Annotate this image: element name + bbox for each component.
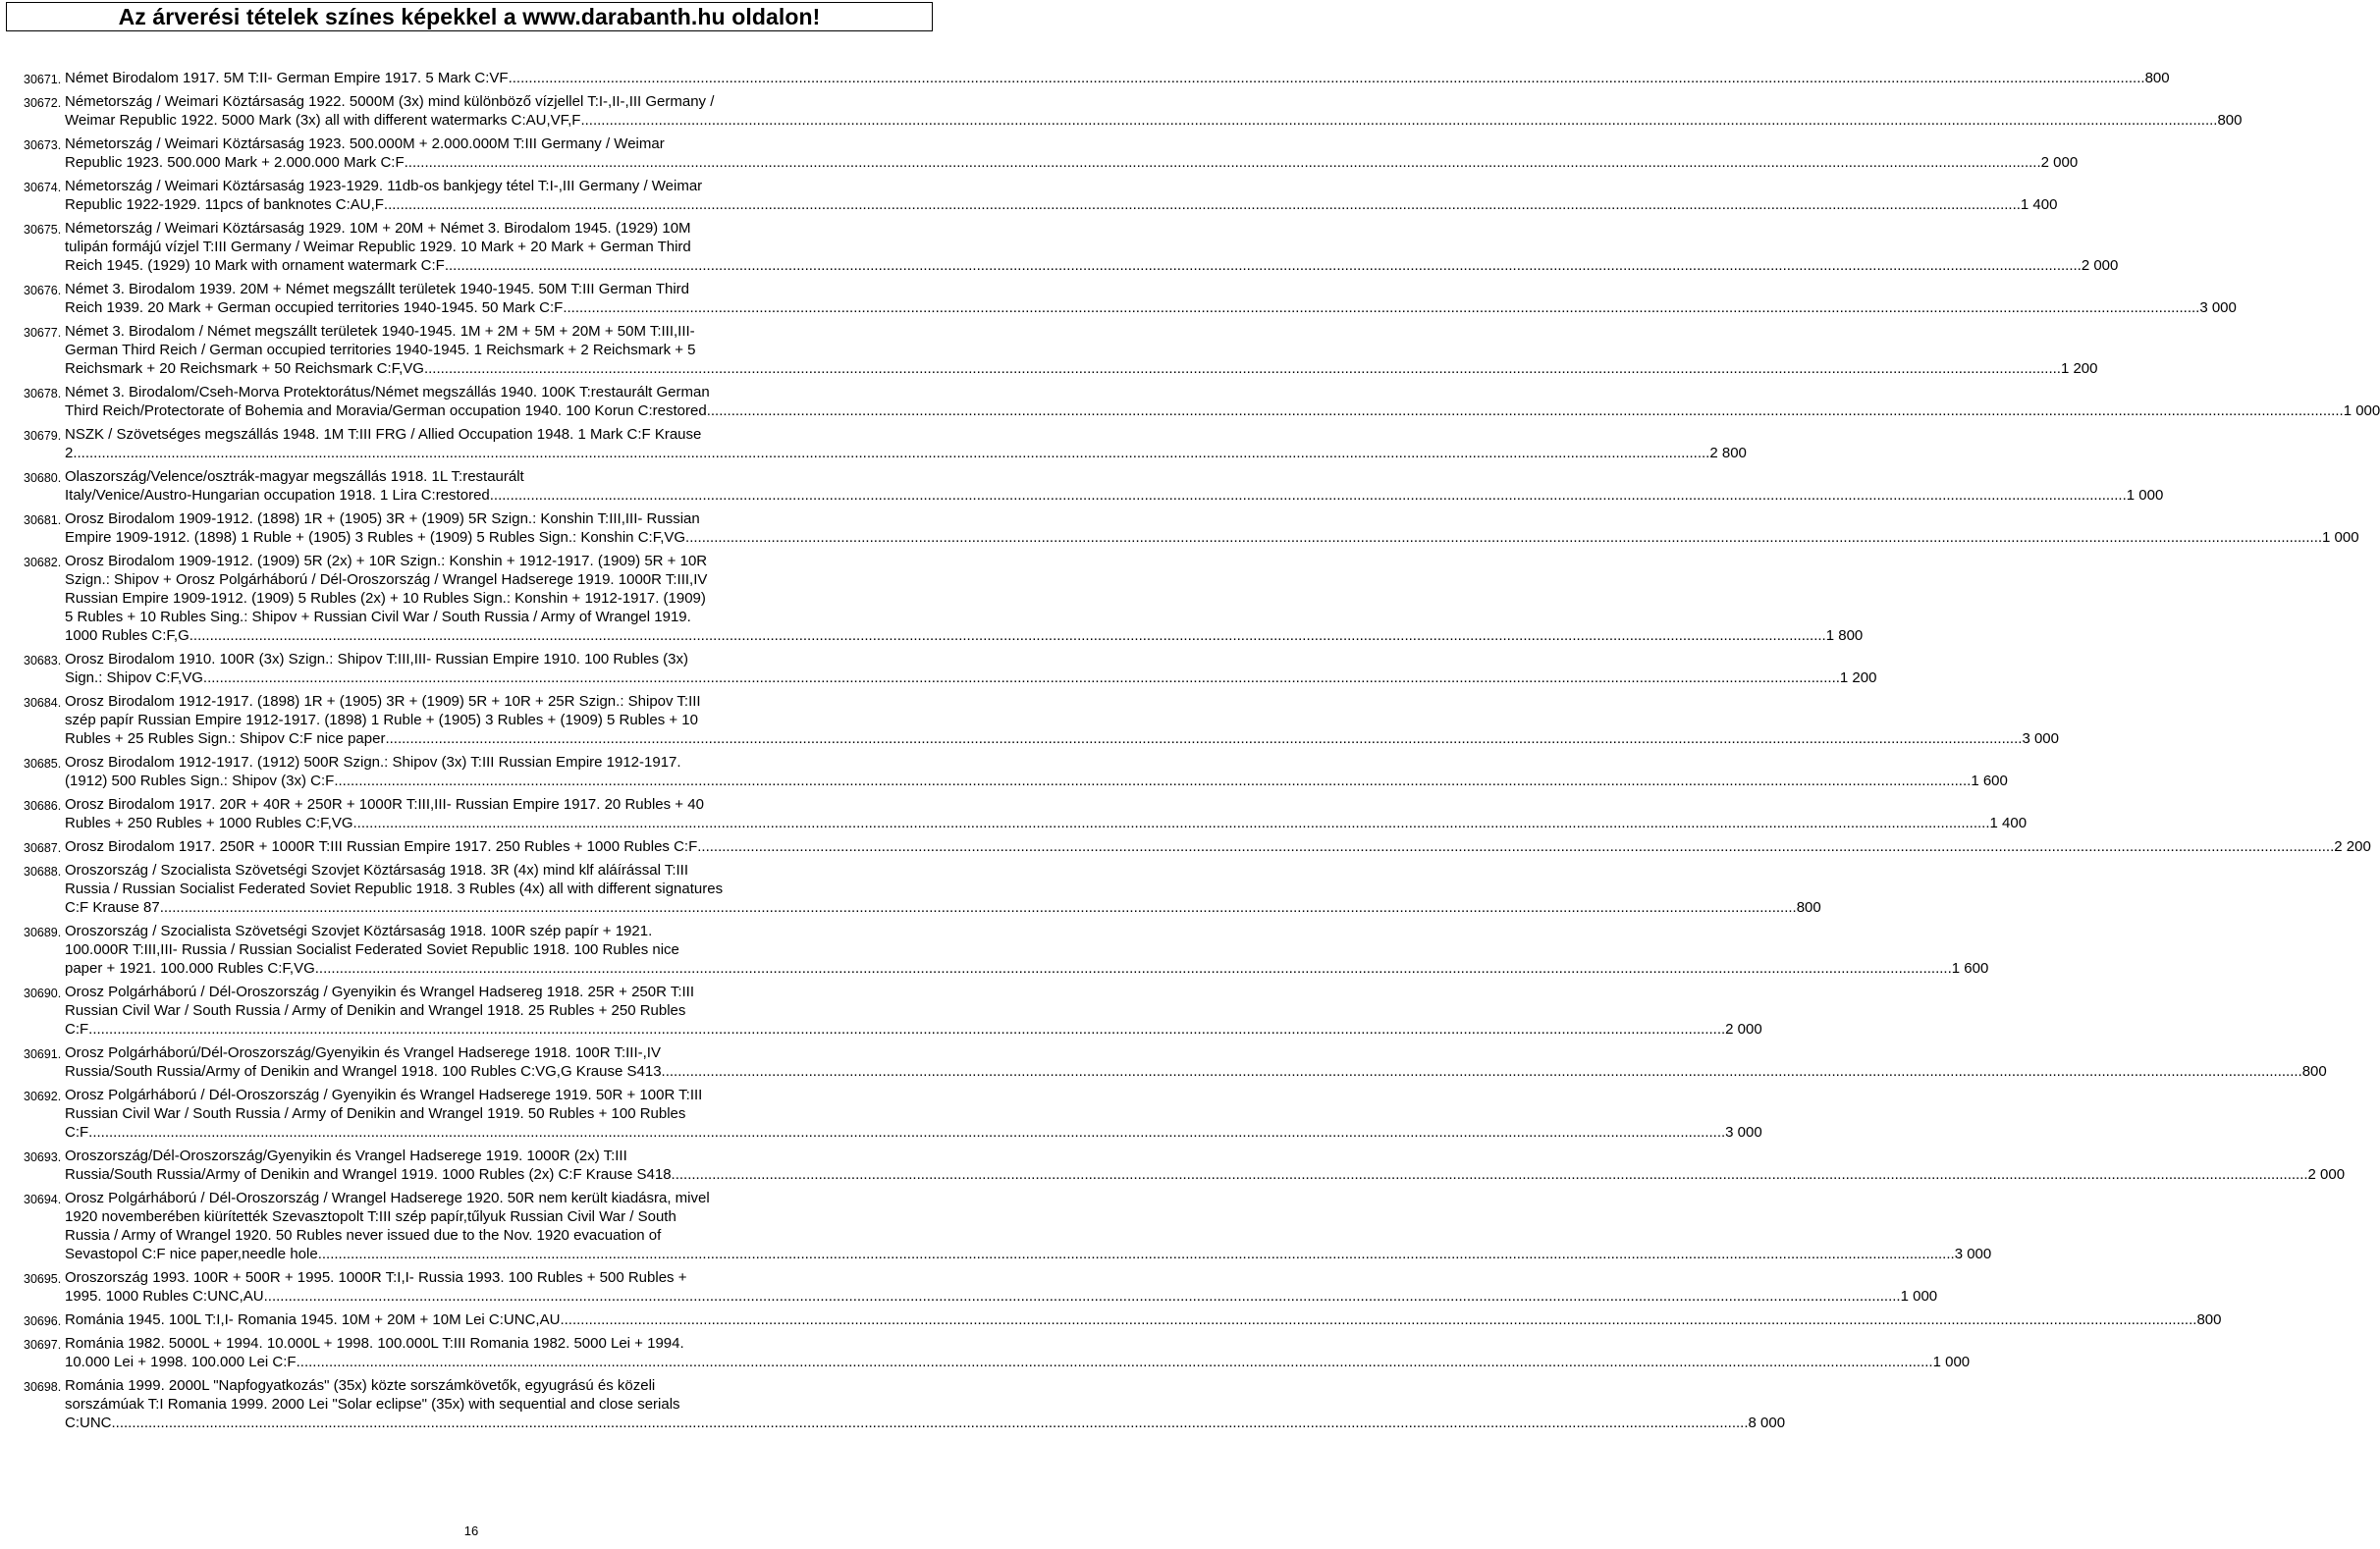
lot-number: 30685.	[24, 757, 62, 771]
lot-line	[65, 608, 1863, 626]
lot-number: 30671.	[24, 73, 62, 86]
lot-line-text: Orosz Birodalom 1910. 100R (3x) Szign.: Shipov T:III,III- Russian Empire 1910. 100 Rubles (3x)	[65, 651, 689, 668]
lot-line	[65, 898, 1821, 917]
lot-line	[65, 1376, 1785, 1395]
lot-line-text: Russia / Army of Wrangel 1920. 50 Rubles never issued due to the Nov. 1920 evacuation of	[65, 1227, 662, 1244]
lot-price: 800	[2217, 112, 2243, 129]
lot-line-text: Németország / Weimari Köztársaság 1922. 5000M (3x) mind különböző vízjellel T:I-,II-,III Germany /	[65, 93, 715, 110]
lot-item	[24, 1376, 1786, 1432]
lot-description	[65, 1268, 1937, 1306]
lot-line	[65, 1395, 1785, 1414]
lot-line-text: tulipán formájú vízjel T:III Germany / Weimar Republic 1929. 10 Mark + 20 Mark + German Third	[65, 239, 691, 255]
lot-description	[65, 983, 1762, 1039]
lot-line-text: Reich 1945. (1929) 10 Mark with ornament watermark C:F	[65, 257, 445, 274]
lot-line-text: Third Reich/Protectorate of Bohemia and Moravia/German occupation 1940. 100 Korun C:restored	[65, 402, 707, 419]
lot-price: 1 000	[1932, 1354, 1971, 1370]
lot-line-text: 10.000 Lei + 1998. 100.000 Lei C:F	[65, 1354, 297, 1370]
lot-description	[65, 692, 2059, 748]
lot-line	[65, 383, 2380, 401]
lot-line	[65, 1245, 1991, 1263]
lot-line-text: Orosz Polgárháború/Dél-Oroszország/Gyenyikin és Vrangel Hadserege 1918. 100R T:III-,IV	[65, 1044, 661, 1061]
lot-price: 8 000	[1748, 1415, 1786, 1431]
lot-line-text: Olaszország/Velence/osztrák-magyar megszállás 1918. 1L T:restaurált	[65, 468, 524, 485]
lot-line	[65, 401, 2380, 420]
dot-leader	[318, 1245, 1955, 1263]
lot-line-text: C:F Krause 87	[65, 899, 160, 916]
lot-line	[65, 69, 2170, 87]
lot-line	[65, 880, 1821, 898]
lot-number: 30676.	[24, 284, 62, 297]
lot-line-text: Német 3. Birodalom/Cseh-Morva Protektorátus/Német megszállás 1940. 100K T:restaurált German	[65, 384, 710, 401]
lot-list	[24, 69, 2380, 1437]
lot-line	[65, 1189, 1991, 1207]
lot-line-text: Szign.: Shipov + Orosz Polgárháború / Dél-Oroszország / Wrangel Hadserege 1919. 1000R T:III,IV	[65, 571, 708, 588]
lot-line	[65, 626, 1863, 645]
lot-description	[65, 509, 2359, 547]
lot-number: 30689.	[24, 926, 62, 939]
lot-line-text: Német 3. Birodalom / Német megszállt területek 1940-1945. 1M + 2M + 5M + 20M + 50M T:III,III-	[65, 323, 695, 340]
lot-line-text: Italy/Venice/Austro-Hungarian occupation 1918. 1 Lira C:restored	[65, 487, 490, 504]
lot-line-text: German Third Reich / German occupied territories 1940-1945. 1 Reichsmark + 2 Reichsmark + 5	[65, 342, 696, 358]
lot-price: 2 000	[2307, 1166, 2346, 1183]
lot-line	[65, 711, 2059, 729]
lot-item	[24, 753, 2008, 790]
lot-number: 30688.	[24, 865, 62, 879]
lot-line-text: 5 Rubles + 10 Rubles Sing.: Shipov + Russian Civil War / South Russia / Army of Wrangel 1919.	[65, 609, 691, 625]
lot-price: 1 000	[2126, 487, 2164, 504]
lot-line	[65, 1062, 2327, 1081]
lot-description	[65, 383, 2380, 420]
lot-price: 800	[2144, 70, 2170, 86]
lot-item	[24, 1086, 1762, 1142]
lot-price: 3 000	[2022, 730, 2059, 747]
dot-leader	[490, 486, 2127, 505]
lot-description	[65, 922, 1988, 978]
lot-description	[65, 1310, 2221, 1329]
lot-line	[65, 1287, 1937, 1306]
lot-description	[65, 134, 2078, 172]
lot-price: 2 000	[2081, 257, 2119, 274]
lot-item	[24, 861, 1821, 917]
lot-price: 1 600	[1971, 773, 2008, 789]
lot-line	[65, 650, 1876, 668]
lot-description	[65, 1376, 1785, 1432]
lot-item	[24, 837, 2371, 856]
lot-description	[65, 280, 2237, 317]
lot-description	[65, 1334, 1970, 1371]
lot-item	[24, 552, 1864, 645]
lot-price: 2 800	[1709, 445, 1747, 461]
lot-line	[65, 425, 1747, 444]
lot-line-text: Sign.: Shipov C:F,VG	[65, 669, 203, 686]
dot-leader	[384, 195, 2021, 214]
lot-line	[65, 1123, 1762, 1142]
lot-description	[65, 795, 2027, 832]
lot-line	[65, 940, 1988, 959]
dot-leader	[405, 153, 2041, 172]
lot-line	[65, 692, 2059, 711]
lot-price: 2 000	[2040, 154, 2079, 171]
lot-line	[65, 795, 2027, 814]
lot-price: 2 000	[1725, 1021, 1762, 1038]
lot-price: 800	[2301, 1063, 2327, 1080]
lot-line	[65, 959, 1988, 978]
lot-line-text: Weimar Republic 1922. 5000 Mark (3x) all with different watermarks C:AU,VF,F	[65, 112, 581, 129]
lot-description	[65, 219, 2118, 275]
lot-description	[65, 1086, 1762, 1142]
lot-line-text: 1920 novemberében kiürítették Szevasztopolt T:III szép papír,tűlyuk Russian Civil War / South	[65, 1208, 676, 1225]
lot-number: 30674.	[24, 181, 62, 194]
lot-number: 30683.	[24, 654, 62, 668]
lot-description	[65, 1189, 1991, 1263]
lot-line-text: Russian Civil War / South Russia / Army of Denikin and Wrangel 1918. 25 Rubles + 250 Rubles	[65, 1002, 686, 1019]
lot-number: 30696.	[24, 1314, 62, 1328]
lot-line-text: NSZK / Szövetséges megszállás 1948. 1M T:III FRG / Allied Occupation 1948. 1 Mark C:F Krause	[65, 426, 702, 443]
lot-line	[65, 1310, 2221, 1329]
lot-line	[65, 298, 2237, 317]
lot-item	[24, 983, 1762, 1039]
lot-number: 30673.	[24, 138, 62, 152]
lot-line	[65, 1104, 1762, 1123]
lot-item	[24, 1268, 1938, 1306]
dot-leader	[88, 1123, 1725, 1142]
lot-line	[65, 219, 2118, 238]
lot-line-text: Rubles + 250 Rubles + 1000 Rubles C:F,VG	[65, 815, 353, 831]
lot-item	[24, 219, 2119, 275]
lot-price: 800	[2196, 1311, 2222, 1328]
lot-line-text: Német Birodalom 1917. 5M T:II- German Empire 1917. 5 Mark C:VF	[65, 70, 509, 86]
lot-item	[24, 467, 2164, 505]
lot-line-text: Románia 1982. 5000L + 1994. 10.000L + 1998. 100.000L T:III Romania 1982. 5000 Lei + 1994.	[65, 1335, 684, 1352]
lot-item	[24, 922, 1989, 978]
dot-leader	[73, 444, 1709, 462]
lot-number: 30687.	[24, 841, 62, 855]
lot-number: 30678.	[24, 387, 62, 401]
lot-line	[65, 983, 1762, 1001]
lot-line-text: Russia / Russian Socialist Federated Soviet Republic 1918. 3 Rubles (4x) all with different signatures	[65, 881, 724, 897]
lot-line-text: Orosz Birodalom 1912-1917. (1912) 500R Szign.: Shipov (3x) T:III Russian Empire 1912-1917.	[65, 754, 681, 771]
lot-number: 30691.	[24, 1047, 62, 1061]
dot-leader	[264, 1287, 1901, 1306]
lot-number: 30690.	[24, 987, 62, 1000]
lot-number: 30694.	[24, 1193, 62, 1206]
lot-item	[24, 69, 2170, 87]
lot-item	[24, 795, 2028, 832]
lot-description	[65, 1043, 2327, 1081]
lot-item	[24, 1147, 2346, 1184]
lot-description	[65, 837, 2371, 856]
lot-line	[65, 552, 1863, 570]
lot-line-text: Oroszország / Szocialista Szövetségi Szovjet Köztársaság 1918. 3R (4x) mind klf aláírással T:III	[65, 862, 688, 879]
lot-number: 30684.	[24, 696, 62, 710]
lot-description	[65, 861, 1821, 917]
lot-price: 1 000	[1900, 1288, 1938, 1305]
lot-description	[65, 69, 2170, 87]
lot-line-text: Orosz Birodalom 1917. 250R + 1000R T:III Russian Empire 1917. 250 Rubles + 1000 Rubles C:F	[65, 838, 698, 855]
dot-leader	[353, 814, 1990, 832]
lot-number: 30681.	[24, 513, 62, 527]
lot-price: 2 200	[2334, 838, 2371, 855]
lot-line-text: Republic 1922-1929. 11pcs of banknotes C:AU,F	[65, 196, 384, 213]
lot-number: 30682.	[24, 556, 62, 569]
lot-line	[65, 1001, 1762, 1020]
lot-number: 30686.	[24, 799, 62, 813]
lot-line	[65, 467, 2163, 486]
lot-item	[24, 509, 2359, 547]
lot-price: 1 200	[1839, 669, 1877, 686]
lot-number: 30680.	[24, 471, 62, 485]
lot-line	[65, 1334, 1970, 1353]
lot-description	[65, 650, 1876, 687]
lot-line	[65, 280, 2237, 298]
lot-line-text: Rubles + 25 Rubles Sign.: Shipov C:F nice paper	[65, 730, 386, 747]
lot-item	[24, 1310, 2222, 1329]
lot-price: 1 600	[1951, 960, 1989, 977]
lot-line-text: Oroszország/Dél-Oroszország/Gyenyikin és Vrangel Hadserege 1919. 1000R (2x) T:III	[65, 1148, 627, 1164]
lot-item	[24, 92, 2243, 130]
lot-line-text: C:UNC	[65, 1415, 112, 1431]
lot-description	[65, 425, 1747, 462]
lot-line	[65, 238, 2118, 256]
lot-line-text: Orosz Polgárháború / Dél-Oroszország / Gyenyikin és Wrangel Hadsereg 1918. 25R + 250R T:III	[65, 984, 695, 1000]
lot-line	[65, 1165, 2345, 1184]
lot-line-text: 2	[65, 445, 74, 461]
lot-price: 1 000	[2343, 402, 2380, 419]
lot-line	[65, 111, 2243, 130]
lot-line	[65, 359, 2098, 378]
dot-leader	[560, 1310, 2196, 1329]
dot-leader	[672, 1165, 2308, 1184]
lot-item	[24, 692, 2059, 748]
lot-line-text: Sevastopol C:F nice paper,needle hole	[65, 1246, 318, 1262]
lot-number: 30698.	[24, 1380, 62, 1394]
lot-description	[65, 1147, 2345, 1184]
lot-line-text: Németország / Weimari Köztársaság 1923-1929. 11db-os bankjegy tétel T:I-,III Germany / Weimar	[65, 178, 703, 194]
lot-line-text: C:F	[65, 1124, 89, 1141]
lot-line	[65, 1207, 1991, 1226]
lot-line	[65, 322, 2098, 341]
lot-line	[65, 837, 2371, 856]
lot-line	[65, 1414, 1785, 1432]
lot-price: 1 400	[1989, 815, 2028, 831]
lot-line-text: Orosz Polgárháború / Dél-Oroszország / Wrangel Hadserege 1920. 50R nem került kiadásra, mivel	[65, 1190, 710, 1206]
dot-leader	[666, 1062, 2302, 1081]
dot-leader	[563, 298, 2199, 317]
page-number: 16	[463, 1523, 479, 1538]
dot-leader	[189, 626, 1826, 645]
lot-line	[65, 1353, 1970, 1371]
lot-line-text: Russia/South Russia/Army of Denikin and Wrangel 1918. 100 Rubles C:VG,G Krause S413.	[65, 1063, 666, 1080]
lot-line	[65, 153, 2078, 172]
lot-line	[65, 570, 1863, 589]
lot-line-text: Románia 1945. 100L T:I,I- Romania 1945. 10M + 20M + 10M Lei C:UNC,AU	[65, 1311, 561, 1328]
lot-price: 1 800	[1825, 627, 1864, 644]
lot-line	[65, 1147, 2345, 1165]
lot-line-text: 100.000R T:III,III- Russia / Russian Socialist Federated Soviet Republic 1918. 100 Rubles nice	[65, 941, 679, 958]
lot-line	[65, 1086, 1762, 1104]
lot-line-text: Német 3. Birodalom 1939. 20M + Német megszállt területek 1940-1945. 50M T:III German Third	[65, 281, 690, 297]
lot-line-text: C:F	[65, 1021, 89, 1038]
lot-line-text: (1912) 500 Rubles Sign.: Shipov (3x) C:F	[65, 773, 335, 789]
lot-description	[65, 92, 2243, 130]
dot-leader	[445, 256, 2082, 275]
lot-line-text: sorszámúak T:I Romania 1999. 2000 Lei "Solar eclipse" (35x) with sequential and close serials	[65, 1396, 680, 1413]
dot-leader	[385, 729, 2022, 748]
lot-number: 30692.	[24, 1090, 62, 1103]
lot-line-text: Russian Empire 1909-1912. (1909) 5 Rubles (2x) + 10 Rubles Sign.: Konshin + 1912-1917. (1909)	[65, 590, 706, 607]
lot-item	[24, 280, 2237, 317]
header-banner	[6, 2, 933, 31]
lot-line	[65, 444, 1747, 462]
lot-line	[65, 1268, 1937, 1287]
lot-item	[24, 322, 2098, 378]
lot-line-text: Orosz Birodalom 1909-1912. (1898) 1R + (1905) 3R + (1909) 5R Szign.: Konshin T:III,III- Russian	[65, 510, 700, 527]
lot-price: 800	[1796, 899, 1821, 916]
lot-number: 30697.	[24, 1338, 62, 1352]
lot-line	[65, 486, 2163, 505]
lot-line	[65, 134, 2078, 153]
lot-line	[65, 668, 1876, 687]
lot-line	[65, 177, 2057, 195]
lot-line-text: 1000 Rubles C:F,G	[65, 627, 189, 644]
lot-line	[65, 195, 2057, 214]
lot-line-text: Orosz Birodalom 1917. 20R + 40R + 250R + 1000R T:III,III- Russian Empire 1917. 20 Rubles + 40	[65, 796, 704, 813]
lot-line	[65, 589, 1863, 608]
dot-leader	[112, 1414, 1749, 1432]
dot-leader	[315, 959, 1952, 978]
dot-leader	[424, 359, 2061, 378]
lot-number: 30677.	[24, 326, 62, 340]
dot-leader	[334, 772, 1971, 790]
lot-number: 30695.	[24, 1272, 62, 1286]
lot-line	[65, 509, 2359, 528]
lot-line-text: Empire 1909-1912. (1898) 1 Ruble + (1905) 3 Rubles + (1909) 5 Rubles Sign.: Konshin C:F,VG	[65, 529, 686, 546]
lot-line	[65, 256, 2118, 275]
lot-number: 30679.	[24, 429, 62, 443]
lot-item	[24, 1043, 2327, 1081]
lot-number: 30672.	[24, 96, 62, 110]
lot-number: 30693.	[24, 1150, 62, 1164]
lot-description	[65, 552, 1863, 645]
dot-leader	[203, 668, 1840, 687]
lot-line-text: Oroszország 1993. 100R + 500R + 1995. 1000R T:I,I- Russia 1993. 100 Rubles + 500 Rubles +	[65, 1269, 687, 1286]
dot-leader	[88, 1020, 1725, 1039]
lot-line	[65, 814, 2027, 832]
lot-description	[65, 322, 2098, 378]
dot-leader	[685, 528, 2322, 547]
lot-item	[24, 1189, 1992, 1263]
lot-item	[24, 383, 2380, 420]
lot-line	[65, 772, 2008, 790]
lot-line-text: Russia/South Russia/Army of Denikin and Wrangel 1919. 1000 Rubles (2x) C:F Krause S418	[65, 1166, 672, 1183]
dot-leader	[697, 837, 2334, 856]
lot-line-text: Orosz Birodalom 1912-1917. (1898) 1R + (1905) 3R + (1909) 5R + 10R + 25R Szign.: Shipov T:III	[65, 693, 701, 710]
banner-text: Az árverési tételek színes képekkel a www.darabanth.hu oldalon!	[118, 3, 821, 29]
lot-description	[65, 467, 2163, 505]
lot-description	[65, 177, 2057, 214]
lot-line-text: Németország / Weimari Köztársaság 1929. 10M + 20M + Német 3. Birodalom 1945. (1929) 10M	[65, 220, 691, 237]
lot-line	[65, 922, 1988, 940]
dot-leader	[580, 111, 2217, 130]
lot-item	[24, 425, 1747, 462]
lot-line	[65, 341, 2098, 359]
lot-line-text: Románia 1999. 2000L "Napfogyatkozás" (35x) közte sorszámkövetők, egyugrású és közeli	[65, 1377, 656, 1394]
lot-price: 3 000	[1954, 1246, 1992, 1262]
lot-item	[24, 134, 2079, 172]
lot-line-text: Orosz Birodalom 1909-1912. (1909) 5R (2x) + 10R Szign.: Konshin + 1912-1917. (1909) 5R + 10R	[65, 553, 708, 569]
lot-line-text: Reich 1939. 20 Mark + German occupied territories 1940-1945. 50 Mark C:F	[65, 299, 564, 316]
lot-item	[24, 1334, 1971, 1371]
lot-line	[65, 92, 2243, 111]
lot-line	[65, 1020, 1762, 1039]
lot-line-text: Republic 1923. 500.000 Mark + 2.000.000 Mark C:F	[65, 154, 405, 171]
lot-line-text: Reichsmark + 20 Reichsmark + 50 Reichsmark C:F,VG	[65, 360, 424, 377]
lot-item	[24, 650, 1877, 687]
lot-number: 30675.	[24, 223, 62, 237]
dot-leader	[297, 1353, 1933, 1371]
lot-description	[65, 753, 2008, 790]
lot-line-text: szép papír Russian Empire 1912-1917. (1898) 1 Ruble + (1905) 3 Rubles + (1909) 5 Rubles + 10	[65, 712, 698, 728]
lot-line-text: Orosz Polgárháború / Dél-Oroszország / Gyenyikin és Wrangel Hadserege 1919. 50R + 100R T:III	[65, 1087, 703, 1103]
lot-line-text: Oroszország / Szocialista Szövetségi Szovjet Köztársaság 1918. 100R szép papír + 1921.	[65, 923, 653, 939]
lot-line	[65, 1043, 2327, 1062]
lot-line	[65, 1226, 1991, 1245]
lot-line-text: Németország / Weimari Köztársaság 1923. 500.000M + 2.000.000M T:III Germany / Weimar	[65, 135, 665, 152]
lot-line-text: 1995. 1000 Rubles C:UNC,AU	[65, 1288, 264, 1305]
dot-leader	[509, 69, 2145, 87]
lot-price: 1 400	[2020, 196, 2058, 213]
lot-price: 3 000	[2199, 299, 2237, 316]
dot-leader	[707, 401, 2344, 420]
dot-leader	[160, 898, 1797, 917]
lot-line-text: Russian Civil War / South Russia / Army of Denikin and Wrangel 1919. 50 Rubles + 100 Rubles	[65, 1105, 686, 1122]
lot-price: 1 200	[2060, 360, 2098, 377]
lot-item	[24, 177, 2058, 214]
lot-line	[65, 528, 2359, 547]
lot-line-text: paper + 1921. 100.000 Rubles C:F,VG	[65, 960, 315, 977]
lot-line	[65, 753, 2008, 772]
lot-price: 1 000	[2322, 529, 2359, 546]
lot-line	[65, 729, 2059, 748]
lot-price: 3 000	[1725, 1124, 1762, 1141]
lot-line	[65, 861, 1821, 880]
